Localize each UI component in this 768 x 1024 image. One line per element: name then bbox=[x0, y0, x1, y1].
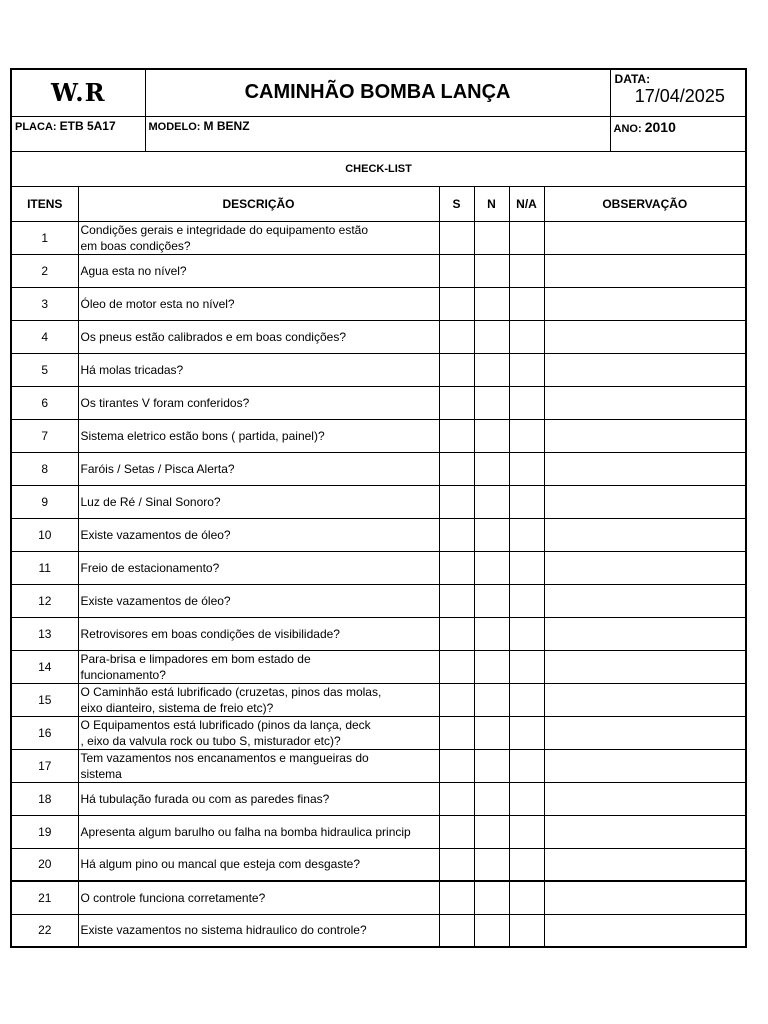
item-description-line-1: O Caminhão está lubrificado (cruzetas, pinos das molas, bbox=[80, 684, 382, 699]
item-description bbox=[78, 221, 439, 254]
item-number: 11 bbox=[11, 551, 78, 584]
item-number: 8 bbox=[11, 452, 78, 485]
item-observacao[interactable] bbox=[544, 584, 746, 617]
item-check-n[interactable] bbox=[474, 815, 509, 848]
item-description-line-1: Retrovisores em boas condições de visibilidade? bbox=[80, 626, 340, 641]
table-row bbox=[11, 848, 746, 881]
item-check-n[interactable] bbox=[474, 914, 509, 947]
item-observacao[interactable] bbox=[544, 287, 746, 320]
ano-label: ANO: bbox=[613, 122, 642, 135]
checklist-sheet bbox=[10, 68, 745, 948]
item-check-s[interactable] bbox=[439, 584, 474, 617]
item-check-n[interactable] bbox=[474, 683, 509, 716]
info-row bbox=[11, 116, 746, 151]
item-check-s[interactable] bbox=[439, 650, 474, 683]
item-check-s[interactable] bbox=[439, 617, 474, 650]
item-description bbox=[78, 650, 439, 683]
item-check-na[interactable] bbox=[509, 353, 544, 386]
item-description bbox=[78, 584, 439, 617]
item-description-line-1: Tem vazamentos nos encanamentos e mangueiras do bbox=[80, 750, 369, 765]
item-number: 14 bbox=[11, 650, 78, 683]
item-number: 17 bbox=[11, 749, 78, 782]
item-description bbox=[78, 386, 439, 419]
table-row bbox=[11, 716, 746, 749]
table-row bbox=[11, 419, 746, 452]
item-description bbox=[78, 716, 439, 749]
table-row bbox=[11, 254, 746, 287]
item-number: 15 bbox=[11, 683, 78, 716]
table-row bbox=[11, 320, 746, 353]
item-description-line-1: Existe vazamentos de óleo? bbox=[80, 527, 231, 542]
item-description-line-1: Luz de Ré / Sinal Sonoro? bbox=[80, 494, 221, 509]
table-row bbox=[11, 287, 746, 320]
item-check-na[interactable] bbox=[509, 386, 544, 419]
item-check-n[interactable] bbox=[474, 320, 509, 353]
table-row bbox=[11, 452, 746, 485]
item-description bbox=[78, 320, 439, 353]
item-description-line-1: Agua esta no nível? bbox=[80, 263, 187, 278]
item-check-n[interactable] bbox=[474, 782, 509, 815]
item-observacao[interactable] bbox=[544, 221, 746, 254]
item-check-n[interactable] bbox=[474, 650, 509, 683]
item-check-n[interactable] bbox=[474, 485, 509, 518]
item-observacao[interactable] bbox=[544, 551, 746, 584]
item-description bbox=[78, 452, 439, 485]
item-check-s[interactable] bbox=[439, 419, 474, 452]
item-observacao[interactable] bbox=[544, 848, 746, 881]
item-check-s[interactable] bbox=[439, 683, 474, 716]
item-check-s[interactable] bbox=[439, 881, 474, 914]
item-check-n[interactable] bbox=[474, 617, 509, 650]
item-number: 5 bbox=[11, 353, 78, 386]
item-description-line-1: O controle funciona corretamente? bbox=[80, 890, 266, 905]
item-check-n[interactable] bbox=[474, 749, 509, 782]
col-header-observacao: OBSERVAÇÃO bbox=[544, 186, 746, 221]
item-description-line-2: sistema bbox=[80, 766, 122, 781]
item-description-line-1: O Equipamentos está lubrificado (pinos da lança, deck bbox=[80, 717, 371, 732]
item-description bbox=[78, 815, 439, 848]
col-header-descricao: DESCRIÇÃO bbox=[78, 186, 439, 221]
item-observacao[interactable] bbox=[544, 716, 746, 749]
placa-label: PLACA: bbox=[15, 120, 57, 133]
item-description-line-2: , eixo da valvula rock ou tubo S, misturador etc)? bbox=[80, 733, 341, 748]
item-description-line-1: Os pneus estão calibrados e em boas condições? bbox=[80, 329, 346, 344]
item-number: 3 bbox=[11, 287, 78, 320]
item-check-na[interactable] bbox=[509, 782, 544, 815]
item-description-line-1: Há molas tricadas? bbox=[80, 362, 184, 377]
item-check-na[interactable] bbox=[509, 320, 544, 353]
item-description-line-1: Os tirantes V foram conferidos? bbox=[80, 395, 250, 410]
date-value: 17/04/2025 bbox=[634, 86, 725, 106]
table-row bbox=[11, 650, 746, 683]
placa-cell bbox=[11, 116, 145, 151]
ano-value: 2010 bbox=[644, 118, 676, 135]
item-check-na[interactable] bbox=[509, 914, 544, 947]
item-check-na[interactable] bbox=[509, 452, 544, 485]
item-number: 18 bbox=[11, 782, 78, 815]
item-description bbox=[78, 551, 439, 584]
table-row bbox=[11, 584, 746, 617]
item-check-s[interactable] bbox=[439, 452, 474, 485]
item-check-s[interactable] bbox=[439, 485, 474, 518]
item-description bbox=[78, 353, 439, 386]
item-number: 20 bbox=[11, 848, 78, 881]
item-description-line-1: Há algum pino ou mancal que esteja com desgaste? bbox=[80, 857, 361, 872]
ano-cell bbox=[610, 116, 746, 151]
item-observacao[interactable] bbox=[544, 485, 746, 518]
item-check-n[interactable] bbox=[474, 353, 509, 386]
item-check-na[interactable] bbox=[509, 584, 544, 617]
modelo-cell bbox=[145, 116, 610, 151]
item-description-line-2: funcionamento? bbox=[80, 667, 166, 682]
item-check-n[interactable] bbox=[474, 584, 509, 617]
table-row bbox=[11, 815, 746, 848]
item-description-line-1: Faróis / Setas / Pisca Alerta? bbox=[80, 461, 235, 476]
item-check-na[interactable] bbox=[509, 617, 544, 650]
item-check-s[interactable] bbox=[439, 254, 474, 287]
item-number: 13 bbox=[11, 617, 78, 650]
item-check-na[interactable] bbox=[509, 419, 544, 452]
item-check-s[interactable] bbox=[439, 848, 474, 881]
item-check-s[interactable] bbox=[439, 749, 474, 782]
item-check-s[interactable] bbox=[439, 221, 474, 254]
item-description bbox=[78, 287, 439, 320]
item-description bbox=[78, 518, 439, 551]
table-row bbox=[11, 617, 746, 650]
header-row bbox=[11, 69, 746, 116]
checklist-title-row bbox=[11, 151, 746, 186]
item-check-s[interactable] bbox=[439, 716, 474, 749]
item-check-n[interactable] bbox=[474, 716, 509, 749]
item-description-line-2: em boas condições? bbox=[80, 238, 191, 253]
item-number: 6 bbox=[11, 386, 78, 419]
modelo-value: M BENZ bbox=[203, 118, 250, 133]
item-check-s[interactable] bbox=[439, 815, 474, 848]
item-number: 22 bbox=[11, 914, 78, 947]
item-check-n[interactable] bbox=[474, 221, 509, 254]
item-check-s[interactable] bbox=[439, 914, 474, 947]
table-row bbox=[11, 914, 746, 947]
item-check-n[interactable] bbox=[474, 287, 509, 320]
item-check-n[interactable] bbox=[474, 386, 509, 419]
item-check-na[interactable] bbox=[509, 287, 544, 320]
item-description-line-1: Condições gerais e integridade do equipamento estão bbox=[80, 222, 369, 237]
item-check-s[interactable] bbox=[439, 551, 474, 584]
item-check-s[interactable] bbox=[439, 287, 474, 320]
item-description bbox=[78, 782, 439, 815]
item-description-line-1: Óleo de motor esta no nível? bbox=[80, 296, 235, 311]
item-check-na[interactable] bbox=[509, 848, 544, 881]
item-observacao[interactable] bbox=[544, 650, 746, 683]
checklist-title: CHECK-LIST bbox=[11, 151, 746, 186]
col-header-na: N/A bbox=[509, 186, 544, 221]
item-number: 2 bbox=[11, 254, 78, 287]
date-cell bbox=[610, 69, 746, 116]
item-observacao[interactable] bbox=[544, 419, 746, 452]
item-description-line-2: eixo dianteiro, sistema de freio etc)? bbox=[80, 700, 274, 715]
item-check-s[interactable] bbox=[439, 320, 474, 353]
item-observacao[interactable] bbox=[544, 914, 746, 947]
item-observacao[interactable] bbox=[544, 452, 746, 485]
item-observacao[interactable] bbox=[544, 881, 746, 914]
item-check-na[interactable] bbox=[509, 518, 544, 551]
item-observacao[interactable] bbox=[544, 782, 746, 815]
item-check-na[interactable] bbox=[509, 485, 544, 518]
item-description-line-1: Apresenta algum barulho ou falha na bomba hidraulica princip bbox=[80, 824, 411, 839]
item-number: 21 bbox=[11, 881, 78, 914]
table-row bbox=[11, 353, 746, 386]
item-description-line-1: Há tubulação furada ou com as paredes finas? bbox=[80, 791, 330, 806]
item-observacao[interactable] bbox=[544, 683, 746, 716]
item-description-line-1: Para-brisa e limpadores em bom estado de bbox=[80, 651, 311, 666]
item-description bbox=[78, 914, 439, 947]
item-observacao[interactable] bbox=[544, 386, 746, 419]
col-header-n: N bbox=[474, 186, 509, 221]
item-number: 10 bbox=[11, 518, 78, 551]
item-number: 4 bbox=[11, 320, 78, 353]
table-row bbox=[11, 485, 746, 518]
item-description-line-1: Sistema eletrico estão bons ( partida, painel)? bbox=[80, 428, 325, 443]
item-check-na[interactable] bbox=[509, 650, 544, 683]
company-logo: W.R bbox=[11, 69, 145, 116]
item-observacao[interactable] bbox=[544, 617, 746, 650]
item-check-s[interactable] bbox=[439, 782, 474, 815]
item-check-na[interactable] bbox=[509, 815, 544, 848]
item-check-na[interactable] bbox=[509, 881, 544, 914]
table-row bbox=[11, 221, 746, 254]
item-check-n[interactable] bbox=[474, 419, 509, 452]
item-description bbox=[78, 683, 439, 716]
item-check-s[interactable] bbox=[439, 386, 474, 419]
item-observacao[interactable] bbox=[544, 320, 746, 353]
table-row bbox=[11, 551, 746, 584]
item-check-n[interactable] bbox=[474, 518, 509, 551]
modelo-label: MODELO: bbox=[148, 120, 201, 133]
item-observacao[interactable] bbox=[544, 353, 746, 386]
item-description-line-1: Freio de estacionamento? bbox=[80, 560, 220, 575]
item-check-n[interactable] bbox=[474, 452, 509, 485]
item-description bbox=[78, 419, 439, 452]
table-row bbox=[11, 782, 746, 815]
item-check-na[interactable] bbox=[509, 551, 544, 584]
item-description-line-1: Existe vazamentos no sistema hidraulico do controle? bbox=[80, 923, 367, 938]
column-header-row bbox=[11, 186, 746, 221]
item-number: 12 bbox=[11, 584, 78, 617]
item-check-s[interactable] bbox=[439, 518, 474, 551]
item-check-n[interactable] bbox=[474, 551, 509, 584]
item-number: 1 bbox=[11, 221, 78, 254]
item-description bbox=[78, 749, 439, 782]
item-check-na[interactable] bbox=[509, 683, 544, 716]
item-observacao[interactable] bbox=[544, 749, 746, 782]
item-observacao[interactable] bbox=[544, 518, 746, 551]
col-header-itens: ITENS bbox=[11, 186, 78, 221]
item-check-na[interactable] bbox=[509, 716, 544, 749]
item-check-s[interactable] bbox=[439, 353, 474, 386]
placa-value: ETB 5A17 bbox=[59, 118, 116, 133]
item-number: 7 bbox=[11, 419, 78, 452]
item-check-na[interactable] bbox=[509, 749, 544, 782]
item-description bbox=[78, 254, 439, 287]
item-number: 16 bbox=[11, 716, 78, 749]
item-check-n[interactable] bbox=[474, 848, 509, 881]
item-description-line-1: Existe vazamentos de óleo? bbox=[80, 593, 231, 608]
table-row bbox=[11, 518, 746, 551]
item-description bbox=[78, 485, 439, 518]
table-row bbox=[11, 881, 746, 914]
item-description bbox=[78, 881, 439, 914]
table-row bbox=[11, 683, 746, 716]
item-observacao[interactable] bbox=[544, 254, 746, 287]
date-label: DATA: bbox=[614, 72, 651, 86]
item-description bbox=[78, 848, 439, 881]
item-description bbox=[78, 617, 439, 650]
table-row bbox=[11, 386, 746, 419]
item-number: 19 bbox=[11, 815, 78, 848]
item-check-na[interactable] bbox=[509, 254, 544, 287]
document-title: CAMINHÃO BOMBA LANÇA bbox=[145, 69, 610, 116]
table-row bbox=[11, 749, 746, 782]
item-check-n[interactable] bbox=[474, 254, 509, 287]
checklist-table bbox=[10, 68, 747, 948]
col-header-s: S bbox=[439, 186, 474, 221]
item-check-na[interactable] bbox=[509, 221, 544, 254]
item-observacao[interactable] bbox=[544, 815, 746, 848]
item-check-n[interactable] bbox=[474, 881, 509, 914]
item-number: 9 bbox=[11, 485, 78, 518]
